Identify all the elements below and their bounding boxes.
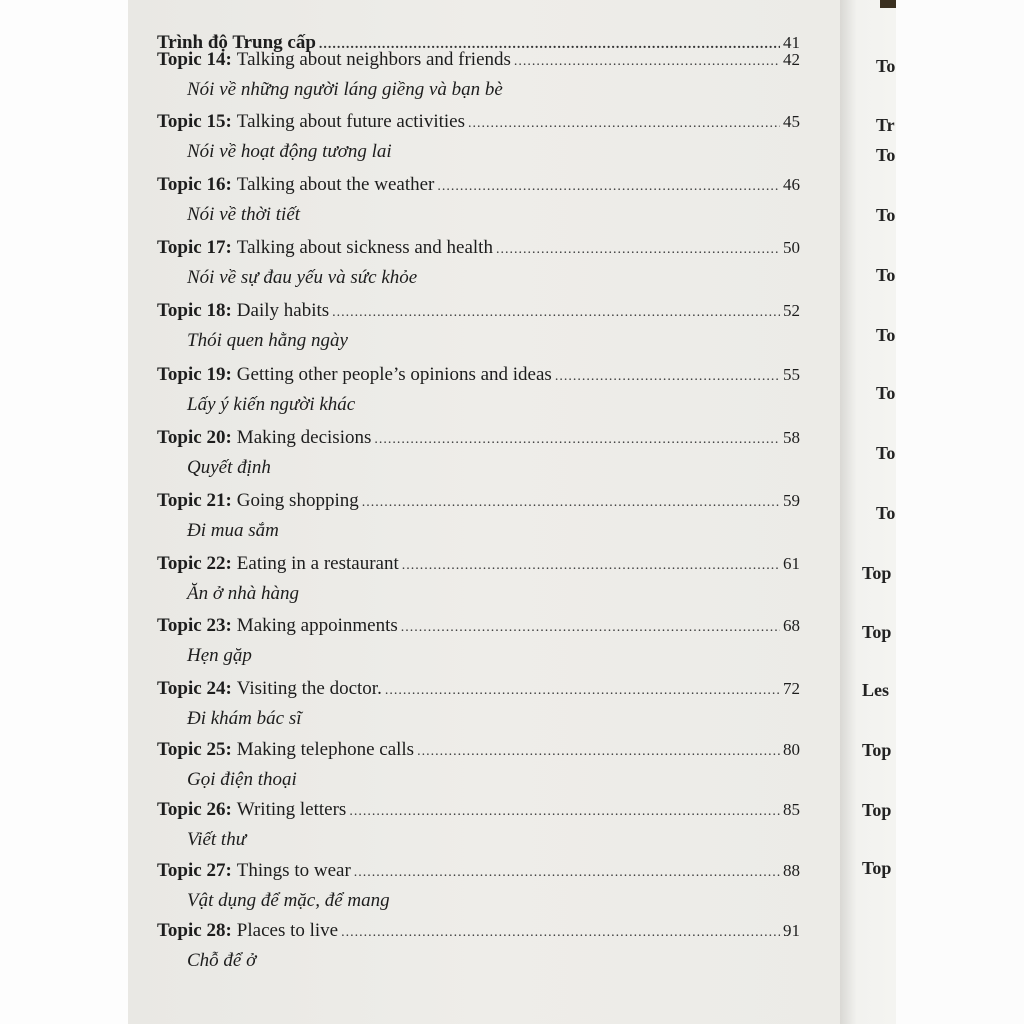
topic-vietnamese: Viết thư: [187, 829, 247, 850]
topic-vietnamese: Nói về thời tiết: [187, 204, 301, 225]
topic-vietnamese: Hẹn gặp: [187, 645, 252, 666]
page-number: 46: [783, 175, 800, 194]
leader-dots: [555, 369, 780, 385]
right-page-fragment: To: [876, 503, 896, 523]
toc-entry: [157, 237, 800, 259]
topic-label: Topic 19:: [157, 364, 232, 385]
topic-vietnamese: Nói về hoạt động tương lai: [187, 141, 392, 162]
topic-title: Writing letters: [236, 799, 347, 820]
right-page-fragment: Top: [862, 563, 892, 583]
page-number: 50: [783, 238, 800, 257]
leader-dots: [332, 305, 780, 321]
right-page-fragment: To: [876, 325, 896, 345]
page-number: 59: [783, 491, 800, 510]
right-page-fragment: To: [876, 205, 896, 225]
topic-title: Things to wear: [236, 860, 351, 881]
topic-title: Visiting the doctor.: [236, 678, 382, 699]
toc-entry: [157, 799, 800, 821]
topic-vietnamese: Đi mua sắm: [187, 520, 279, 541]
toc-entry: [157, 678, 800, 700]
topic-label: Topic 28:: [157, 920, 232, 941]
leader-dots: [468, 116, 780, 132]
topic-title: Making telephone calls: [236, 739, 415, 760]
right-page-fragment: To: [876, 145, 896, 165]
book-corner: [880, 0, 896, 8]
topic-vietnamese: Nói về những người láng giềng và bạn bè: [187, 79, 503, 100]
background: [896, 0, 1024, 1024]
topic-vietnamese: Ăn ở nhà hàng: [187, 583, 299, 604]
topic-title: Places to live: [236, 920, 339, 941]
right-page-fragment: Les: [862, 680, 889, 700]
leader-dots: [341, 925, 780, 941]
leader-dots: [374, 432, 780, 448]
right-page-fragment: Top: [862, 800, 892, 820]
right-page-fragment: To: [876, 443, 896, 463]
right-page-fragment: Top: [862, 858, 892, 878]
topic-label: Topic 18:: [157, 300, 232, 321]
topic-title: Making appoinments: [236, 615, 398, 636]
topic-title: Talking about the weather: [236, 174, 435, 195]
topic-label: Topic 14:: [157, 49, 232, 70]
topic-label: Topic 27:: [157, 860, 232, 881]
toc-entry: [157, 920, 800, 942]
topic-title: Talking about sickness and health: [236, 237, 493, 258]
page-number: 45: [783, 112, 800, 131]
topic-title: Eating in a restaurant: [236, 553, 399, 574]
topic-label: Topic 22:: [157, 553, 232, 574]
right-page-fragment: To: [876, 265, 896, 285]
topic-label: Topic 23:: [157, 615, 232, 636]
topic-label: Topic 17:: [157, 237, 232, 258]
topic-vietnamese: Quyết định: [187, 457, 271, 478]
leader-dots: [496, 242, 780, 258]
page-number: 72: [783, 679, 800, 698]
topic-label: Topic 24:: [157, 678, 232, 699]
page-number: 91: [783, 921, 800, 940]
toc-entry: [157, 174, 800, 196]
page-number: 52: [783, 301, 800, 320]
leader-dots: [437, 179, 780, 195]
page-number: 85: [783, 800, 800, 819]
page-number: 58: [783, 428, 800, 447]
page-number: 68: [783, 616, 800, 635]
topic-label: Topic 20:: [157, 427, 232, 448]
topic-title: Talking about future activities: [236, 111, 465, 132]
toc-entry: [157, 615, 800, 637]
topic-label: Topic 16:: [157, 174, 232, 195]
topic-title: Making decisions: [236, 427, 372, 448]
topic-vietnamese: Vật dụng để mặc, để mang: [187, 890, 390, 911]
topic-label: Topic 26:: [157, 799, 232, 820]
topic-vietnamese: Chỗ để ở: [187, 950, 257, 971]
right-page-fragment: Tr: [876, 115, 895, 135]
page-number: 41: [783, 33, 800, 52]
topic-title: Daily habits: [236, 300, 330, 321]
leader-dots: [401, 620, 780, 636]
topic-vietnamese: Nói về sự đau yếu và sức khỏe: [187, 267, 418, 288]
level-heading-title: Trình độ Trung cấp: [157, 32, 316, 53]
leader-dots: [349, 804, 780, 820]
right-page-fragment: To: [876, 383, 896, 403]
topic-vietnamese: Lấy ý kiến người khác: [187, 394, 356, 415]
topic-vietnamese: Gọi điện thoại: [187, 769, 297, 790]
topic-title: Going shopping: [236, 490, 359, 511]
page-number: 42: [783, 50, 800, 69]
topic-label: Topic 15:: [157, 111, 232, 132]
right-page-fragment: To: [876, 56, 896, 76]
page-number: 80: [783, 740, 800, 759]
toc-entry: [157, 49, 800, 71]
right-page-fragment: Top: [862, 622, 892, 642]
topic-vietnamese: Thói quen hằng ngày: [187, 330, 348, 351]
leader-dots: [385, 683, 780, 699]
topic-vietnamese: Đi khám bác sĩ: [187, 708, 302, 729]
toc-entry: [157, 364, 800, 386]
page-number: 55: [783, 365, 800, 384]
leader-dots: [362, 495, 780, 511]
leader-dots: [417, 744, 780, 760]
topic-title: Getting other people’s opinions and ideas: [236, 364, 552, 385]
topic-label: Topic 25:: [157, 739, 232, 760]
right-page-fragment: Top: [862, 740, 892, 760]
toc-entry: [157, 427, 800, 449]
toc-entry: [157, 300, 800, 322]
toc-entry: [157, 553, 800, 575]
toc-entry: [157, 111, 800, 133]
toc-entry: [157, 739, 800, 761]
page-number: 61: [783, 554, 800, 573]
toc-entry: [157, 860, 800, 882]
leader-dots: [354, 865, 780, 881]
page-number: 88: [783, 861, 800, 880]
topic-title: Talking about neighbors and friends: [236, 49, 511, 70]
topic-label: Topic 21:: [157, 490, 232, 511]
leader-dots: [402, 558, 780, 574]
leader-dots: [514, 54, 780, 70]
toc-entry: [157, 490, 800, 512]
